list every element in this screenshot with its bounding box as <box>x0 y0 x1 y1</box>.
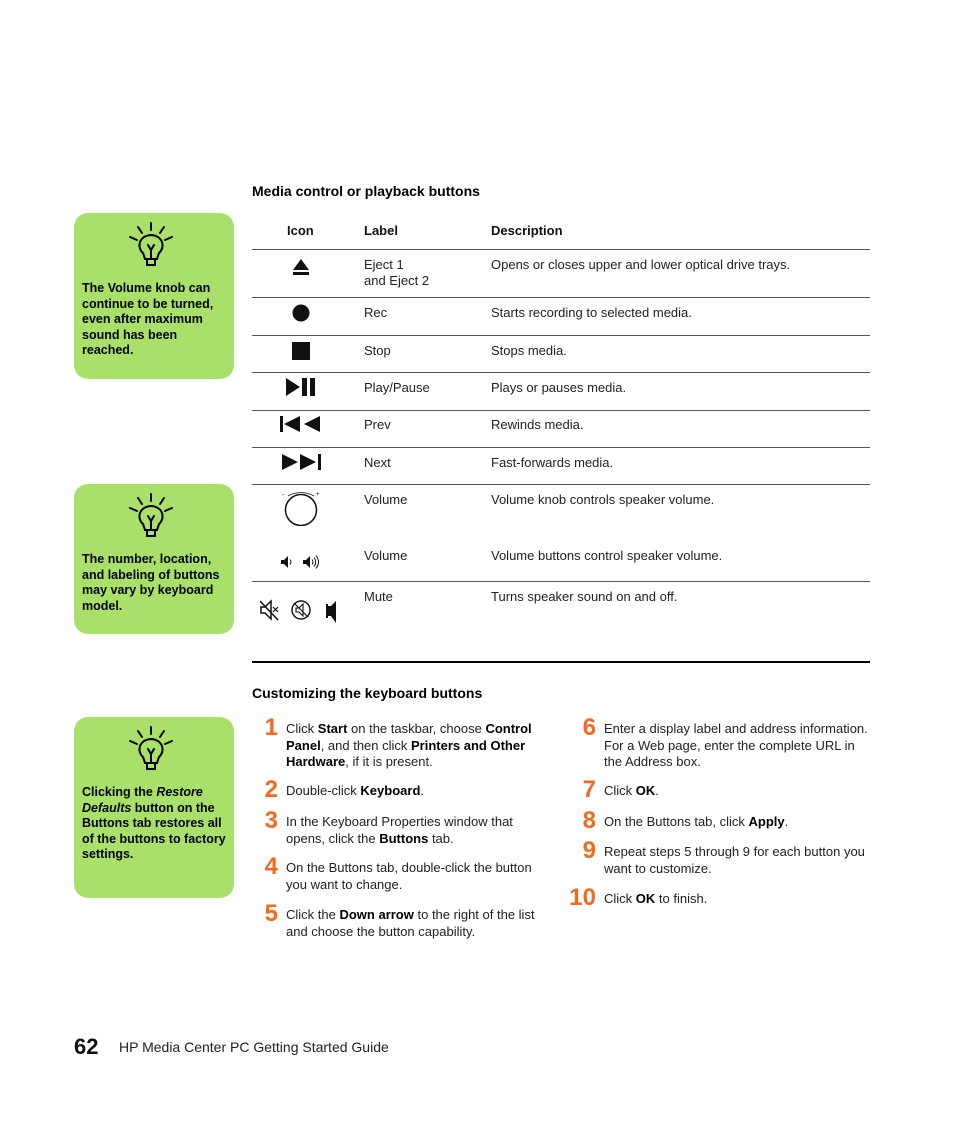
row-label: Rec <box>364 305 388 320</box>
svg-text:-: - <box>282 492 284 498</box>
row-description: Plays or pauses media. <box>491 380 627 395</box>
table-header <box>252 213 870 250</box>
row-label: Prev <box>364 417 391 432</box>
row-label: Play/Pause <box>364 380 430 395</box>
header-description: Description <box>491 223 563 238</box>
step-text: Double-click Keyboard. <box>286 783 425 798</box>
step-text: On the Buttons tab, double-click the button you want to change. <box>286 860 532 892</box>
row-description: Starts recording to selected media. <box>491 305 692 320</box>
volume-buttons-icon <box>276 555 326 569</box>
step-number: 2 <box>264 776 278 803</box>
row-label: Eject 1 and Eject 2 <box>364 257 430 288</box>
row-label: Stop <box>364 343 391 358</box>
section-divider <box>252 661 870 663</box>
play-pause-icon <box>276 377 326 397</box>
lightbulb-icon <box>126 492 176 542</box>
step-text: In the Keyboard Properties window that opens, click the Buttons tab. <box>286 814 513 846</box>
row-description: Opens or closes upper and lower optical drive trays. <box>491 257 791 272</box>
row-description: Volume knob controls speaker volume. <box>491 492 715 507</box>
step-number: 1 <box>264 714 278 741</box>
step-text: Click Start on the taskbar, choose Control Panel, and then click Printers and Other Hardware, if it is present. <box>286 721 532 769</box>
volume-knob-icon <box>276 490 326 526</box>
step-text: Click OK to finish. <box>604 891 708 906</box>
table-row <box>252 411 870 448</box>
table-row <box>252 373 870 411</box>
tip-text: The number, location, and labeling of buttons may vary by keyboard model. <box>82 552 220 613</box>
step-text: Repeat steps 5 through 9 for each button you want to customize. <box>604 844 865 876</box>
table-row-group-volume <box>252 485 870 582</box>
step-number: 9 <box>582 837 596 864</box>
header-icon: Icon <box>287 223 314 238</box>
record-icon <box>276 304 326 322</box>
eject-icon <box>276 258 326 276</box>
step-text: Click OK. <box>604 783 659 798</box>
previous-icon <box>276 415 326 433</box>
lightbulb-icon <box>126 221 176 271</box>
section-heading-customizing: Customizing the keyboard buttons <box>252 685 483 701</box>
row-description: Rewinds media. <box>491 417 584 432</box>
page-number: 62 <box>74 1034 99 1059</box>
step-number: 4 <box>264 853 278 880</box>
step-text: Enter a display label and address information. For a Web page, enter the complete URL in the Address box. <box>604 721 868 769</box>
header-label: Label <box>364 223 398 238</box>
table-row <box>252 336 870 373</box>
footer-title: HP Media Center PC Getting Started Guide <box>119 1039 389 1055</box>
row-description: Fast-forwards media. <box>491 455 614 470</box>
row-description: Turns speaker sound on and off. <box>491 589 678 604</box>
step-number: 6 <box>582 714 596 741</box>
lightbulb-icon <box>126 725 176 775</box>
step-number: 8 <box>582 807 596 834</box>
step-text: On the Buttons tab, click Apply. <box>604 814 789 829</box>
row-label: Next <box>364 455 391 470</box>
tip-text: Clicking the Restore Defaults button on the Buttons tab restores all of the buttons to factory settings. <box>82 785 226 861</box>
stop-icon <box>276 342 326 360</box>
tip-box-keyboard-model <box>74 484 234 634</box>
tip-box-restore-defaults <box>74 717 234 898</box>
step-number: 5 <box>264 900 278 927</box>
svg-text:+: + <box>316 492 320 498</box>
table-row <box>252 250 870 298</box>
row-label: Mute <box>364 589 393 604</box>
next-icon <box>276 453 326 471</box>
row-label: Volume <box>364 492 408 507</box>
row-description: Volume buttons control speaker volume. <box>491 548 723 563</box>
table-row <box>252 582 870 630</box>
tip-text: The Volume knob can continue to be turned, even after maximum sound has been reached. <box>82 281 214 357</box>
tip-box-volume-knob <box>74 213 234 379</box>
step-text: Click the Down arrow to the right of the list and choose the button capability. <box>286 907 535 939</box>
step-number: 7 <box>582 776 596 803</box>
table-row <box>252 298 870 336</box>
mute-icon <box>260 598 340 629</box>
step-number: 10 <box>569 884 596 911</box>
section-heading-media-buttons: Media control or playback buttons <box>252 183 480 199</box>
row-label: Volume <box>364 548 408 563</box>
table-row <box>252 448 870 485</box>
row-description: Stops media. <box>491 343 567 358</box>
step-number: 3 <box>264 807 278 834</box>
